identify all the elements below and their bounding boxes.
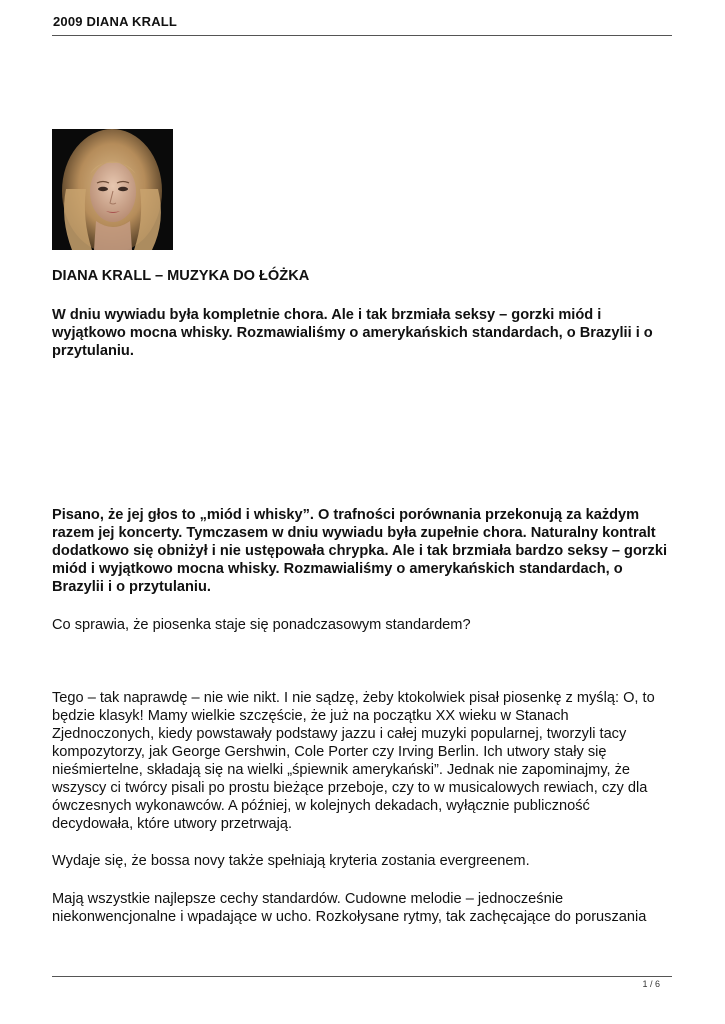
article-intro: Pisano, że jej głos to „miód i whisky”. O trafności porównania przekonują za każdym razem jej koncerty. Tymczasem w dniu wywiadu była zupełnie chora. Naturalny kontralt dodatkowo się obniżył i nie ustępowała chrypka. Ale i tak brzmiała bardzo seksy – gorzki miód i wyjątkowo mocna whisky. Rozmawialiśmy o amerykańskich standardach, o Brazylii i o przytulaniu. xyxy=(52,507,668,595)
interview-question: Wydaje się, że bossa novy także spełniają kryteria zostania evergreenem. xyxy=(52,853,530,869)
header-divider xyxy=(52,35,672,36)
article-title: DIANA KRALL – MUZYKA DO ŁÓŻKA xyxy=(52,268,310,284)
interview-answer: Mają wszystkie najlepsze cechy standardów. Cudowne melodie – jednocześnie niekonwencjonalne i wpadające w ucho. Rozkołysane rytmy, tak zachęcające do poruszania xyxy=(52,891,647,925)
interview-answer: Tego – tak naprawdę – nie wie nikt. I nie sądzę, żeby ktokolwiek pisał piosenkę z myślą: O, to będzie klasyk! Mamy wielkie szczęście, że już na początku XX wieku w Stanach Zjednoczonych, kiedy powstawały podstawy jazzu i całej muzyki popularnej, tworzyli tacy kompozytorzy, jak George Gershwin, Cole Porter czy Irving Berlin. Ich utwory stały się nieśmiertelne, składają się na wielki „śpiewnik amerykański”. Jednak nie zapominajmy, że wszyscy ci twórcy pisali po prostu bieżące przeboje, czy to w musicalowych rewiach, czy dla ówczesnych wykonawców. A później, w kolejnych dekadach, wyłącznie publiczność decydowała, które utwory przetrwają. xyxy=(52,690,655,832)
footer-divider xyxy=(52,976,672,977)
article-lead: W dniu wywiadu była kompletnie chora. Ale i tak brzmiała seksy – gorzki miód i wyjątkowo mocna whisky. Rozmawialiśmy o amerykańskich standardach, o Brazylii i o przytulaniu. xyxy=(52,307,653,359)
interview-question: Co sprawia, że piosenka staje się ponadczasowym standardem? xyxy=(52,617,471,633)
page-number: 1 / 6 xyxy=(642,979,660,989)
artist-portrait-photo xyxy=(52,129,173,250)
document-header-title: 2009 DIANA KRALL xyxy=(53,14,178,29)
